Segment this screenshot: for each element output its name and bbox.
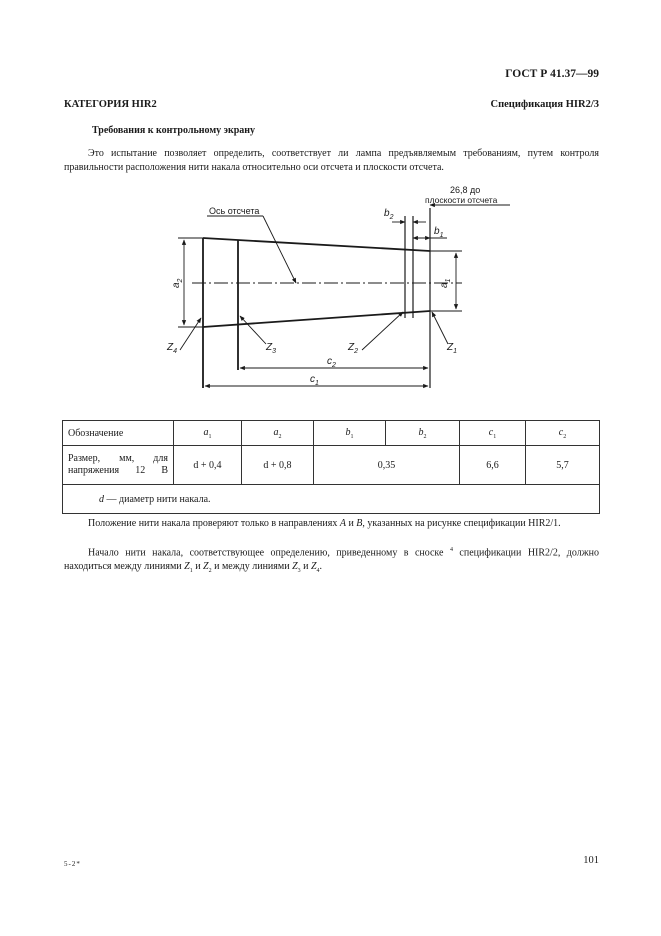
- axis-leader: [263, 216, 296, 283]
- z4-label: $Z_4$: [167, 342, 178, 355]
- reference-plane-value: 26,8 до: [450, 185, 481, 195]
- value-b: 0,35: [314, 446, 460, 485]
- z1-leader: [432, 312, 448, 344]
- top-contour-line: [203, 238, 430, 251]
- value-c2: 5,7: [526, 446, 600, 485]
- table-note: d — диаметр нити накала.: [63, 485, 600, 514]
- header-a2: $a_2$: [242, 421, 314, 446]
- z2-label: $Z_2$: [348, 342, 359, 355]
- footer-signature: 5-2*: [64, 860, 81, 868]
- z3-label: $Z_3$: [266, 342, 277, 355]
- reference-plane-text: плоскости отсчета: [425, 195, 498, 205]
- header-c2: $c_2$: [526, 421, 600, 446]
- value-a2: d + 0,8: [242, 446, 314, 485]
- table-row: [63, 446, 600, 485]
- category-title: КАТЕГОРИЯ HIR2: [64, 99, 157, 110]
- header-b2: $b_2$: [386, 421, 460, 446]
- dimensions-table: [62, 420, 600, 514]
- table-note-row: [63, 485, 600, 514]
- z3-leader: [240, 316, 266, 344]
- designation-header: Обозначение: [63, 421, 174, 446]
- paragraph-filament-start: Начало нити накала, соответствующее определению, приведенному в сноске $^4$ спецификации HIR2/2, должно находиться между линиями $Z_1$ и $Z_2$ и между линиями $Z_3$ и $Z_4$.: [64, 547, 600, 575]
- paragraph-directions: Положение нити накала проверяют только в направлениях A и B, указанных на рисунке спецификации HIR2/1.: [88, 518, 561, 529]
- intro-text: Это испытание позволяет определить, соответствует ли лампа предъявляемым требованиям, путем контроля правильности расположения нити накала относительно оси отсчета и плоскости отсчета.: [64, 148, 599, 173]
- header-a1: $a_1$: [174, 421, 242, 446]
- value-c1: 6,6: [460, 446, 526, 485]
- z4-leader: [180, 318, 201, 350]
- filament-position-drawing: [0, 0, 661, 420]
- header-c1: $c_1$: [460, 421, 526, 446]
- size-label: Размер, мм, для напряжения 12 В: [63, 446, 174, 485]
- a2-label: $a_2$: [171, 278, 184, 288]
- axis-label: Ось отсчета: [209, 206, 260, 216]
- z2-leader: [362, 312, 403, 350]
- table-header-row: [63, 421, 600, 446]
- z1-label: $Z_1$: [447, 342, 458, 355]
- page-number: 101: [583, 855, 599, 866]
- b1-label: $b_1$: [434, 226, 444, 239]
- value-a1: d + 0,4: [174, 446, 242, 485]
- header-b1: $b_1$: [314, 421, 386, 446]
- c1-label: $c_1$: [310, 374, 319, 387]
- section-heading: Требования к контрольному экрану: [92, 125, 256, 136]
- specification-title: Спецификация HIR2/3: [490, 99, 599, 110]
- a1-label: $a_1$: [439, 278, 452, 288]
- standard-number: ГОСТ Р 41.37—99: [505, 68, 599, 80]
- b2-label: $b_2$: [384, 208, 394, 221]
- c2-label: $c_2$: [327, 356, 336, 369]
